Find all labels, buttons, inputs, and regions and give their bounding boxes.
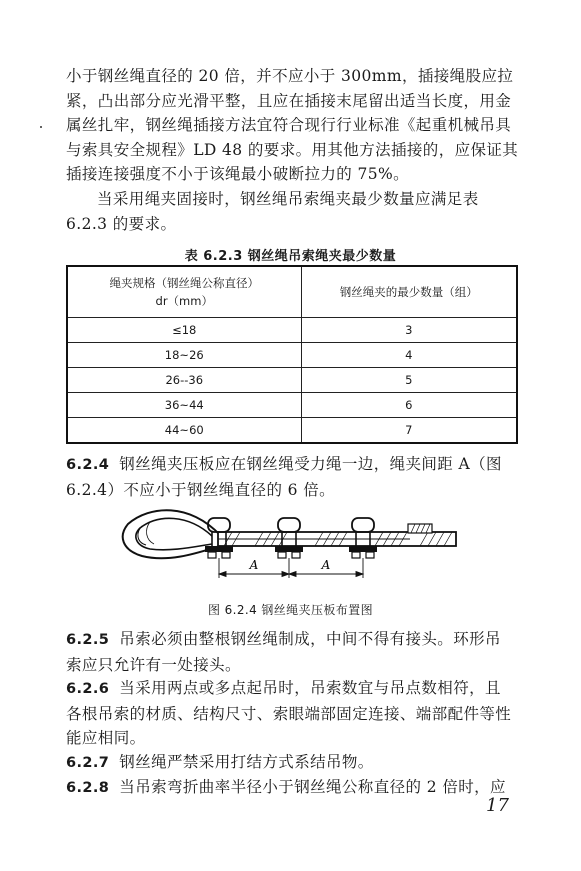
- section-text: 钢丝绳严禁采用打结方式系结吊物。: [119, 753, 374, 771]
- text-line: 当采用绳夹固接时，钢丝绳吊索绳夹最少数量应满足表: [97, 190, 479, 208]
- text-line: [66, 775, 526, 801]
- section-number: 6.2.8: [66, 780, 110, 796]
- header-line: 绳夹规格（钢丝绳公称直径）: [109, 276, 259, 290]
- section-6-2-6: [66, 676, 526, 751]
- text-line: 6.2.3 的要求。: [66, 214, 177, 233]
- cell-spec: 26--36: [67, 368, 301, 393]
- table-row: [67, 368, 517, 393]
- text-line: [66, 452, 526, 478]
- clamp-count-table: [66, 265, 518, 444]
- cell-spec: 36~44: [67, 393, 301, 418]
- section-number: 6.2.5: [66, 632, 110, 648]
- text-line: [66, 750, 526, 776]
- header-line: dr（mm）: [155, 294, 213, 308]
- table-row: [67, 418, 517, 444]
- text-line: 索应只允许有一处接头。: [66, 655, 241, 674]
- text-line: 小于钢丝绳直径的 20 倍，并不应小于 300mm，插接绳股应拉: [66, 67, 514, 85]
- cell-count: 3: [301, 318, 517, 343]
- clamp-layout-figure: [120, 500, 470, 592]
- section-number: 6.2.4: [66, 457, 110, 473]
- paragraph-rope-splice: [66, 64, 526, 187]
- section-6-2-8: [66, 775, 526, 801]
- cell-count: 5: [301, 368, 517, 393]
- text-line: 与索具安全规程》LD 48 的要求。用其他方法插接的，应保证其: [66, 140, 519, 159]
- table-title: 表 6.2.3 钢丝绳吊索绳夹最少数量: [184, 249, 397, 264]
- text-line: 紧，凸出部分应光滑平整，且应在插接末尾留出适当长度，用金: [66, 91, 512, 110]
- page-number: 17: [486, 795, 509, 816]
- dimension-lines: [219, 558, 363, 578]
- section-text: 吊索必须由整根钢丝绳制成，中间不得有接头。环形吊: [119, 630, 501, 648]
- section-number: 6.2.7: [66, 755, 110, 771]
- cell-count: 7: [301, 418, 517, 444]
- scan-speck: [40, 126, 42, 128]
- text-line: 能应相同。: [66, 729, 146, 747]
- section-6-2-5: [66, 627, 526, 677]
- section-text: 当采用两点或多点起吊时，吊索数宜与吊点数相符，且: [119, 679, 501, 697]
- table-row: [67, 343, 517, 368]
- cell-spec: 18~26: [67, 343, 301, 368]
- cell-spec: ≤18: [67, 318, 301, 343]
- header-clamp-spec: [67, 266, 301, 318]
- section-6-2-4: [66, 452, 526, 502]
- table-row: [67, 318, 517, 343]
- header-min-count: 钢丝绳夹的最少数量（组）: [301, 266, 517, 318]
- cell-spec: 44~60: [67, 418, 301, 444]
- section-text: 当吊索弯折曲率半径小于钢丝绳公称直径的 2 倍时，应: [119, 778, 506, 796]
- section-text: 钢丝绳夹压板应在钢丝绳受力绳一边，绳夹间距 A（图: [119, 455, 502, 473]
- text-line: 属丝扎牢，钢丝绳插接方法宜符合现行行业标准《起重机械吊具: [66, 116, 512, 134]
- cell-count: 4: [301, 343, 517, 368]
- table-header-row: [67, 266, 517, 318]
- section-number: 6.2.6: [66, 681, 110, 697]
- text-line: 插接连接强度不小于该绳最小破断拉力的 75%。: [66, 165, 410, 183]
- paragraph-clamp-count: [66, 187, 526, 236]
- table-row: [67, 393, 517, 418]
- figure-caption: 图 6.2.4 钢丝绳夹压板布置图: [208, 603, 373, 617]
- text-line: 各根吊索的材质、结构尺寸、索眼端部固定连接、端部配件等性: [66, 704, 512, 723]
- section-6-2-7: [66, 750, 526, 776]
- dimension-label-a: A: [249, 558, 259, 572]
- text-line: [66, 627, 526, 653]
- text-line: [66, 676, 526, 702]
- cell-count: 6: [301, 393, 517, 418]
- dimension-label-a: A: [321, 558, 331, 572]
- text-line: 6.2.4）不应小于钢丝绳直径的 6 倍。: [66, 480, 336, 499]
